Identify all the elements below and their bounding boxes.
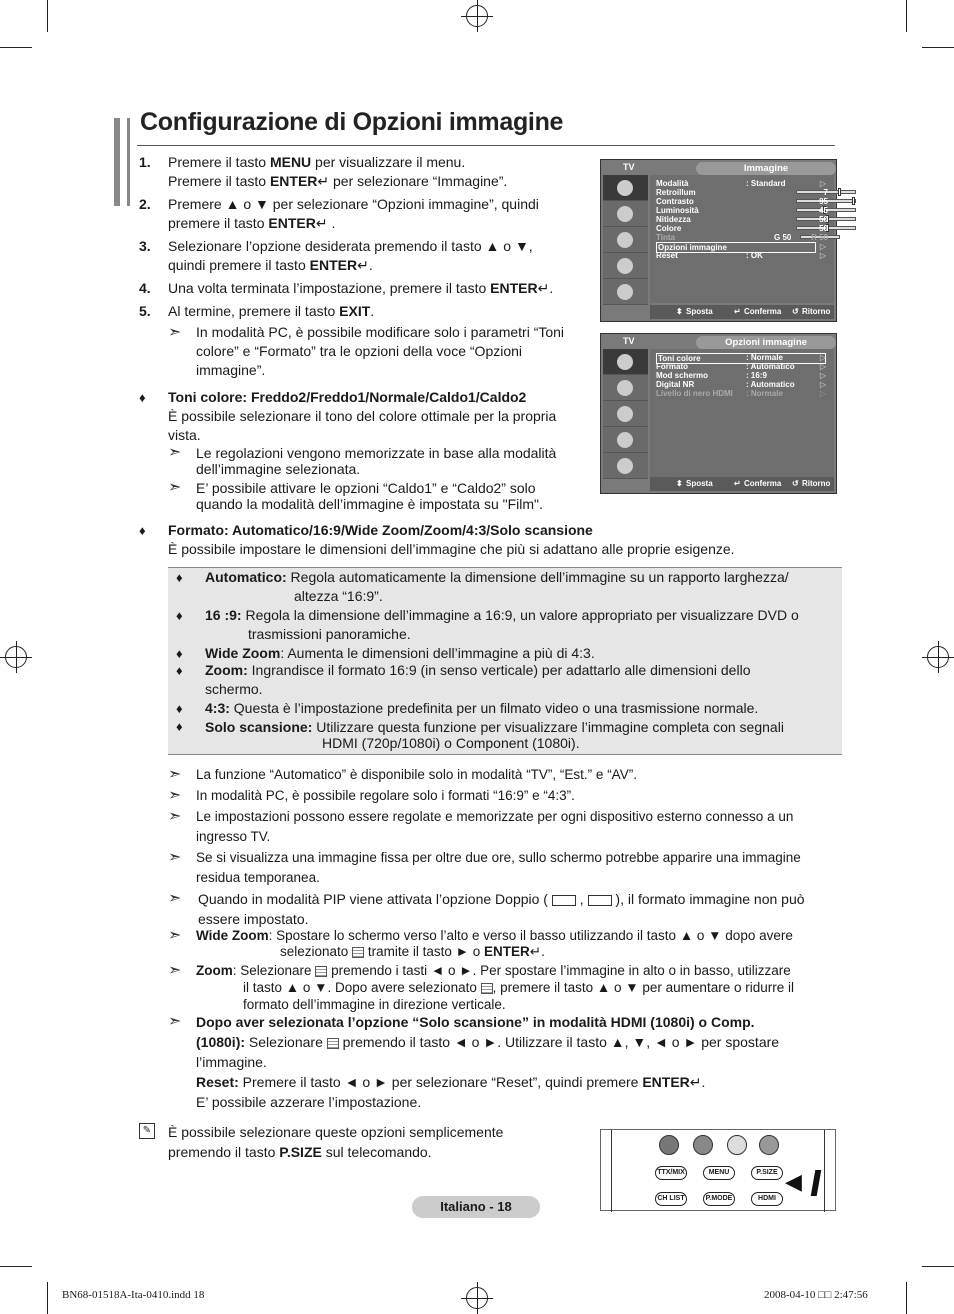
key-exit: EXIT <box>339 303 371 319</box>
tip-text: È possibile selezionare queste opzioni semplicemente <box>168 1124 504 1140</box>
note-arrow-icon: ➣ <box>168 479 182 496</box>
size-icon <box>481 983 493 994</box>
format-text: : Aumenta le dimensioni dell’immagine a più di 4:3. <box>280 645 595 661</box>
enter-icon: ↵ <box>357 257 369 273</box>
menu-row-label: Luminosità <box>656 206 699 215</box>
format-key: Solo scansione: <box>205 719 313 735</box>
step-1 <box>139 153 579 191</box>
ch-list-button: CH LIST <box>655 1192 687 1206</box>
format-item <box>176 661 836 699</box>
diamond-icon: ♦ <box>176 570 183 585</box>
section-heading: Toni colore: Freddo2/Freddo1/Normale/Caldo1/Caldo2 <box>168 389 527 405</box>
note-key: Zoom <box>196 963 233 978</box>
note-arrow-icon: ➣ <box>168 766 182 783</box>
note-item <box>168 848 838 888</box>
arrow-right-icon: ▷ <box>819 389 826 398</box>
note-text: selezionato <box>280 944 349 959</box>
crop-mark <box>906 1282 907 1314</box>
toni-colore-section <box>139 388 579 445</box>
enter-hint-icon: ↵ <box>734 479 741 488</box>
key-enter: ENTER <box>268 215 316 231</box>
key-enter: ENTER <box>269 173 318 189</box>
note-item <box>168 765 838 784</box>
return-hint-icon: ↺ <box>792 307 799 316</box>
psize-tip <box>168 1122 588 1162</box>
format-text: Regola la dimensione dell’immagine a 16:9, un valore appropriato per visualizzare DVD o <box>241 607 799 623</box>
arrow-right-icon: ▷ <box>819 242 826 251</box>
step-3 <box>139 237 579 275</box>
arrow-right-icon: ▷ <box>819 362 826 371</box>
remote-control-illustration <box>600 1129 836 1211</box>
menu-row-label-selected: Opzioni immagine <box>656 242 816 253</box>
note-key: Reset: <box>196 1074 239 1090</box>
note-text: essere impostato. <box>198 911 309 927</box>
note-text: Le impostazioni possono essere regolate e memorizzate per ogni dispositivo esterno connesso a un ingresso TV. <box>196 809 794 844</box>
menu-footer <box>650 477 834 491</box>
step-text: . <box>549 280 554 296</box>
pointer-arrow-icon: ◀ <box>785 1169 802 1194</box>
step-number: 3. <box>139 238 151 254</box>
title-underline <box>137 145 835 146</box>
note-toni-2 <box>168 480 578 512</box>
menu-row-value: : Normale <box>746 353 783 362</box>
menu-row-value: 7 <box>823 188 828 197</box>
format-key: 16 :9: <box>205 607 242 623</box>
format-key: Zoom: <box>205 662 248 678</box>
note-key: Wide Zoom <box>196 928 269 943</box>
registration-mark-icon <box>5 646 27 668</box>
step-4 <box>139 279 579 298</box>
sound-menu-icon <box>603 375 648 401</box>
sound-menu-icon <box>603 201 648 227</box>
step-text: . <box>370 303 375 319</box>
note-text: tramite il tasto ► o <box>367 944 484 959</box>
ttx-mix-button: TTX/MIX <box>655 1166 687 1180</box>
registration-mark-icon <box>466 5 488 27</box>
key-enter: ENTER <box>309 257 358 273</box>
tv-tab-label: TV <box>623 162 635 172</box>
menu-row-label: Digital NR <box>656 380 695 389</box>
note-solo-scansione <box>168 1012 838 1112</box>
note-text: . <box>701 1074 706 1090</box>
menu-row-value: G 50 <box>774 233 792 242</box>
diamond-icon: ♦ <box>176 608 183 623</box>
note-text: La funzione “Automatico” è disponibile solo in modalità “TV”, “Est.” e “AV”. <box>196 767 637 782</box>
picture-menu-icon <box>603 349 648 375</box>
arrow-right-icon: ▷ <box>819 251 826 260</box>
blue-button-icon <box>759 1135 779 1155</box>
note-arrow-icon: ➣ <box>168 927 182 944</box>
step-number: 5. <box>139 303 151 319</box>
remote-edge <box>611 1130 612 1212</box>
step-text: . <box>327 215 336 231</box>
channel-menu-icon <box>603 401 648 427</box>
menu-row-label: Nitidezza <box>656 215 691 224</box>
note-item <box>168 807 838 847</box>
section-text: È possibile selezionare il tono del colore ottimale per la propria vista. <box>168 408 557 443</box>
format-text: schermo. <box>205 681 263 697</box>
menu-row-value: 45 <box>819 206 828 215</box>
diamond-icon: ♦ <box>176 719 183 734</box>
step-text: premere il tasto <box>168 215 269 231</box>
note-text: : Spostare lo schermo verso l’alto e verso il basso utilizzando il tasto ▲ o ▼ dopo avere <box>268 928 793 943</box>
menu-row-value: 50 <box>819 215 828 224</box>
note-pc <box>168 323 578 380</box>
crop-mark <box>47 0 48 32</box>
step-2 <box>139 195 579 233</box>
input-menu-icon <box>603 279 648 305</box>
note-text: E’ possibile azzerare l’impostazione. <box>196 1094 422 1110</box>
menu-body <box>650 349 834 477</box>
format-text: Utilizzare questa funzione per visualizzare l’immagine completa con segnali <box>312 719 784 735</box>
footer-hint: Sposta <box>686 479 713 488</box>
note-text: il tasto ▲ o ▼. Dopo avere selezionato <box>243 980 477 995</box>
diamond-icon: ♦ <box>176 701 183 716</box>
menu-row-value: : Automatico <box>746 380 795 389</box>
note-text: ), il formato immagine non può <box>615 891 805 907</box>
format-text: Questa è l’impostazione predefinita per un filmato video o una trasmissione normale. <box>229 700 759 716</box>
section-heading: Formato: Automatico/16:9/Wide Zoom/Zoom/4:3/Solo scansione <box>168 522 593 538</box>
tip-text: premendo il tasto <box>168 1144 280 1160</box>
formato-section <box>139 521 839 559</box>
step-text: Premere ▲ o ▼ per selezionare “Opzioni immagine”, quindi <box>168 196 539 212</box>
note-zoom <box>168 962 838 1013</box>
diamond-icon: ♦ <box>176 663 183 678</box>
key-psize: P.SIZE <box>279 1144 322 1160</box>
note-text: : Selezionare <box>232 963 312 978</box>
enter-icon: ↵ <box>689 1074 702 1090</box>
format-item <box>176 606 836 644</box>
note-text: In modalità PC, è possibile regolare solo i formati “16:9” e “4:3”. <box>196 788 575 803</box>
move-hint-icon: ⬍ <box>676 479 683 488</box>
crop-mark <box>922 47 954 48</box>
enter-icon: ↵ <box>317 173 330 189</box>
input-menu-icon <box>603 453 648 479</box>
picture-menu-icon <box>603 175 648 201</box>
key-enter: ENTER <box>490 280 538 296</box>
note-text: Se si visualizza una immagine fissa per oltre due ore, sullo schermo potrebbe apparire una immagine residua temporanea. <box>196 850 801 885</box>
format-text: Ingrandisce il formato 16:9 (in senso verticale) per adattarlo alle dimensioni dello <box>247 662 751 678</box>
menu-sidebar <box>603 349 648 479</box>
format-text: trasmissioni panoramiche. <box>248 626 411 642</box>
format-text: HDMI (720p/1080i) o Component (1080i). <box>322 735 580 751</box>
menu-opzioni-screen <box>600 333 837 494</box>
note-arrow-icon: ➣ <box>168 890 182 907</box>
format-text: Regola automaticamente la dimensione dell’immagine su un rapporto larghezza/ <box>286 569 789 585</box>
step-text: Premere il tasto <box>168 154 270 170</box>
green-button-icon <box>693 1135 713 1155</box>
note-arrow-icon: ➣ <box>168 1013 182 1030</box>
note-text: Le regolazioni vengono memorizzate in base alla modalità dell’immagine selezionata. <box>196 445 557 477</box>
menu-row-label: Reset <box>656 251 678 260</box>
key-enter: ENTER <box>484 944 530 959</box>
key-enter: ENTER <box>642 1074 690 1090</box>
enter-icon: ↵ <box>315 215 328 231</box>
menu-row-label: Livello di nero HDMI <box>656 389 733 398</box>
red-button-icon <box>659 1135 679 1155</box>
menu-row-label: Formato <box>656 362 688 371</box>
diamond-icon: ♦ <box>176 646 183 661</box>
arrow-right-icon: ▷ <box>819 380 826 389</box>
slider-knob <box>852 197 855 205</box>
menu-row-label-selected: Toni colore <box>656 353 826 364</box>
footer-hint: Ritorno <box>802 307 831 316</box>
note-arrow-icon: ➣ <box>168 324 182 341</box>
note-text: Selezionare <box>245 1034 323 1050</box>
menu-row-label: Contrasto <box>656 197 694 206</box>
note-text: Quando in modalità PIP viene attivata l’opzione Doppio ( <box>198 891 548 907</box>
note-text: E’ possibile attivare le opzioni “Caldo1” e “Caldo2” solo quando la modalità dell’immagine è impostata su "Film". <box>196 480 543 512</box>
tip-text: sul telecomando. <box>321 1144 432 1160</box>
format-item <box>176 719 836 751</box>
step-text: . <box>368 257 373 273</box>
page-number: Italiano - 18 <box>412 1196 540 1218</box>
registration-mark-icon <box>927 646 949 668</box>
setup-menu-icon <box>603 427 648 453</box>
pip-double-icon <box>552 895 576 906</box>
step-text: Selezionare l’opzione desiderata premendo il tasto ▲ o ▼, <box>168 238 533 254</box>
page-title: Configurazione di Opzioni immagine <box>140 108 564 136</box>
format-key: 4:3: <box>205 700 230 716</box>
title-accent-bar <box>114 118 130 206</box>
menu-button: MENU <box>703 1166 735 1180</box>
return-hint-icon: ↺ <box>792 479 799 488</box>
menu-header: Opzioni immagine <box>696 336 836 349</box>
menu-row-value: : OK <box>746 251 763 260</box>
registration-mark-icon <box>466 1287 488 1309</box>
menu-row-label: Colore <box>656 224 682 233</box>
crop-mark <box>0 47 32 48</box>
enter-hint-icon: ↵ <box>734 307 741 316</box>
section-text: È possibile impostare le dimensioni dell’immagine che più si adattano alle proprie esigenze. <box>168 541 735 557</box>
move-icon <box>352 947 364 958</box>
note-toni-1 <box>168 445 578 477</box>
diamond-icon: ♦ <box>139 523 146 538</box>
remote-edge <box>824 1130 825 1212</box>
menu-header: Immagine <box>696 162 836 175</box>
format-item <box>176 699 836 718</box>
arrow-right-icon: ▷ <box>819 179 826 188</box>
key-menu: MENU <box>269 154 312 170</box>
note-heading: Dopo aver selezionata l’opzione “Solo scansione” in modalità HDMI (1080i) o Comp. <box>196 1014 755 1030</box>
note-text: . <box>541 944 545 959</box>
note-text: , <box>579 891 584 907</box>
menu-row-label: Modalità <box>656 179 689 188</box>
menu-sidebar <box>603 175 648 305</box>
menu-row-value: : 16:9 <box>746 371 767 380</box>
format-key: Automatico: <box>205 569 287 585</box>
step-text: quindi premere il tasto <box>168 257 310 273</box>
note-text: Premere il tasto ◄ o ► per selezionare “Reset”, quindi premere <box>238 1074 643 1090</box>
yellow-button-icon <box>727 1135 747 1155</box>
hdmi-button: HDMI <box>751 1192 783 1206</box>
crop-mark <box>47 1282 48 1314</box>
step-text: per visualizzare il menu. <box>311 154 466 170</box>
arrow-right-icon: ▷ <box>819 353 826 362</box>
format-item <box>176 568 836 606</box>
menu-row-value: R 50 <box>811 233 828 242</box>
menu-immagine-screen <box>600 159 837 322</box>
footer-hint: Sposta <box>686 307 713 316</box>
step-text: Premere il tasto <box>168 173 270 189</box>
p-mode-button: P.MODE <box>703 1192 735 1206</box>
step-number: 1. <box>139 154 151 170</box>
note-text: l’immagine. <box>196 1054 267 1070</box>
menu-row-value: : Standard <box>746 179 786 188</box>
note-text: premendo i tasti ◄ o ►. Per spostare l’immagine in alto o in basso, utilizzare <box>331 963 791 978</box>
step-number: 2. <box>139 196 151 212</box>
note-arrow-icon: ➣ <box>168 849 182 866</box>
note-key: (1080i): <box>196 1034 246 1050</box>
menu-row-value: : Automatico <box>746 362 795 371</box>
note-text: premendo il tasto ◄ o ►. Utilizzare il tasto ▲, ▼, ◄ o ► per spostare <box>342 1034 780 1050</box>
enter-icon: ↵ <box>529 944 542 959</box>
channel-menu-icon <box>603 227 648 253</box>
note-arrow-icon: ➣ <box>168 962 182 979</box>
menu-row-value: 50 <box>819 224 828 233</box>
menu-row-label: Mod schermo <box>656 371 709 380</box>
note-arrow-icon: ➣ <box>168 787 182 804</box>
crop-mark <box>0 1266 32 1267</box>
p-size-button: P.SIZE <box>751 1166 783 1180</box>
step-text: Una volta terminata l’impostazione, premere il tasto <box>168 280 491 296</box>
enter-icon: ↵ <box>537 280 550 296</box>
note-arrow-icon: ➣ <box>168 808 182 825</box>
slider-knob <box>838 188 841 196</box>
step-text: Al termine, premere il tasto <box>168 303 340 319</box>
note-pip <box>168 889 838 929</box>
step-number: 4. <box>139 280 151 296</box>
arrow-right-icon: ▷ <box>819 371 826 380</box>
pip-double-alt-icon <box>588 895 612 906</box>
menu-row-label: Retroillum <box>656 188 696 197</box>
move-icon <box>315 966 327 977</box>
crop-mark <box>906 0 907 32</box>
footer-hint: Conferma <box>744 307 782 316</box>
step-5 <box>139 302 579 321</box>
move-icon <box>327 1038 339 1049</box>
print-timestamp: 2008-04-10 □□ 2:47:56 <box>764 1289 868 1301</box>
menu-footer <box>650 305 834 319</box>
tip-icon: ✎ <box>139 1123 155 1139</box>
step-text: per selezionare “Immagine”. <box>329 173 508 189</box>
note-arrow-icon: ➣ <box>168 444 182 461</box>
note-wide-zoom <box>168 928 838 960</box>
format-key: Wide Zoom <box>205 645 281 661</box>
format-text: altezza “16:9”. <box>294 588 383 604</box>
note-text: formato dell’immagine in direzione verticale. <box>243 997 506 1012</box>
footer-hint: Conferma <box>744 479 782 488</box>
footer-hint: Ritorno <box>802 479 831 488</box>
menu-body <box>650 175 834 303</box>
note-text: , premere il tasto ▲ o ▼ per aumentare o ridurre il <box>492 980 794 995</box>
menu-row-label: Tinta <box>656 233 675 242</box>
menu-row-value: : Normale <box>746 389 783 398</box>
setup-menu-icon <box>603 253 648 279</box>
diamond-icon: ♦ <box>139 390 146 405</box>
tv-tab-label: TV <box>623 336 635 346</box>
note-item <box>168 786 838 805</box>
pointer-bar <box>811 1170 822 1196</box>
menu-row-value: 95 <box>819 197 828 206</box>
crop-mark <box>922 1266 954 1267</box>
print-slug: BN68-01518A-Ita-0410.indd 18 <box>62 1289 205 1301</box>
note-text: In modalità PC, è possibile modificare solo i parametri “Toni colore” e “Formato” tra le opzioni della voce “Opzioni immagine”. <box>196 324 565 378</box>
move-hint-icon: ⬍ <box>676 307 683 316</box>
